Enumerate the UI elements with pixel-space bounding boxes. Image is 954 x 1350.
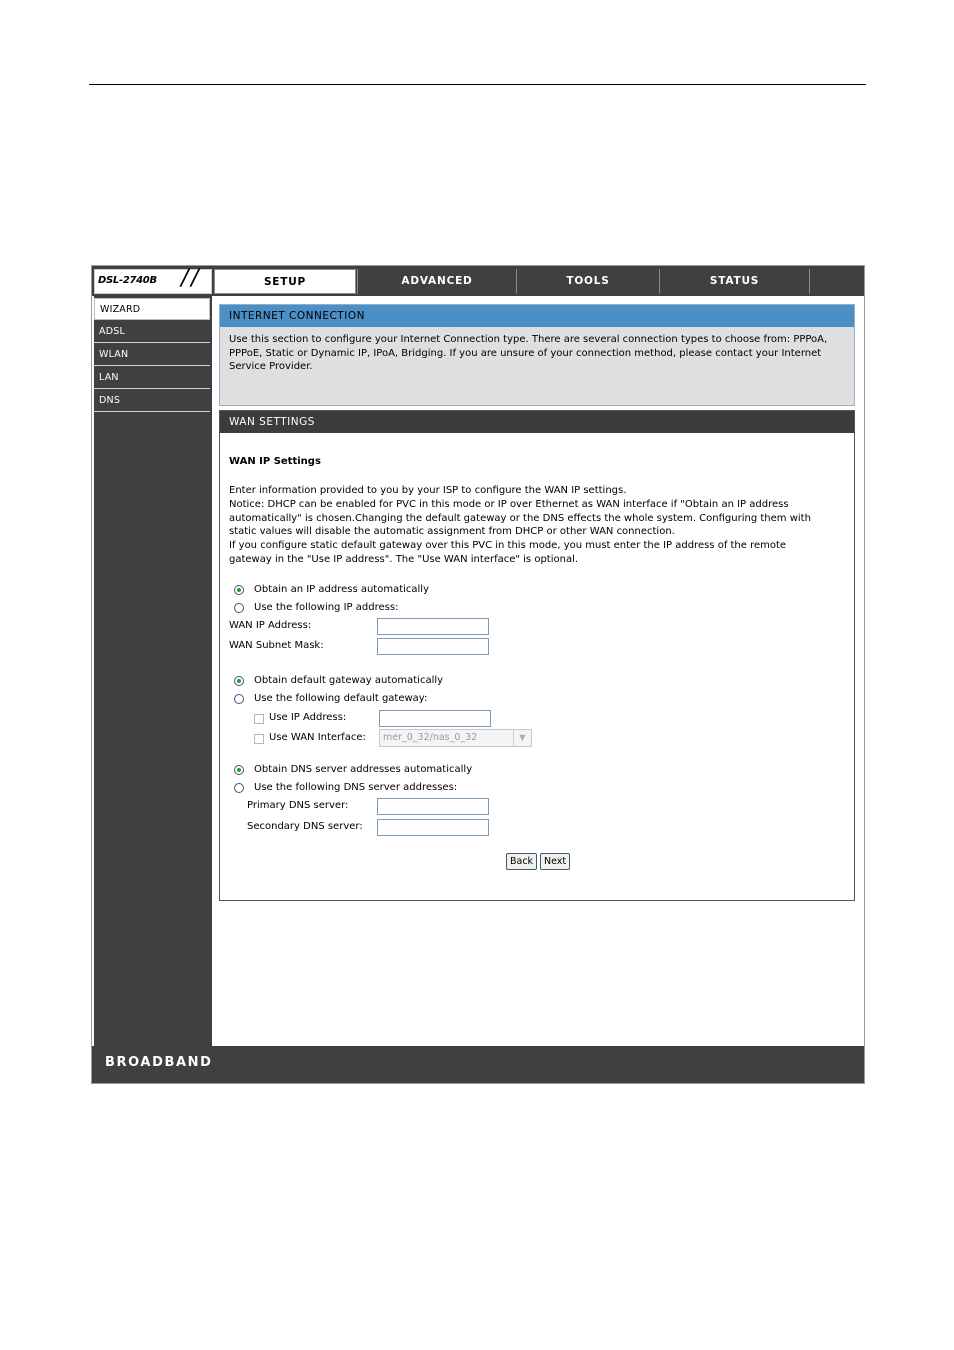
dns-auto-radio[interactable] [234,765,244,775]
logo-slash-icon: / [181,266,189,291]
sidebar-item-lan[interactable]: LAN [94,367,210,389]
secondary-dns-label: Secondary DNS server: [247,821,363,832]
use-ip-address-input[interactable] [379,710,491,727]
tab-advanced[interactable]: ADVANCED [357,269,516,294]
next-button[interactable]: Next [540,853,570,870]
logo-slash-icon: / [191,266,199,291]
tab-tools[interactable]: TOOLS [516,269,659,294]
use-ip-address-checkbox[interactable] [254,714,264,724]
gateway-auto-radio[interactable] [234,676,244,686]
wan-ip-address-input[interactable] [377,618,489,635]
gateway-manual-radio[interactable] [234,694,244,704]
product-model: DSL-2740B [98,275,157,286]
wan-gateway-note: If you configure static default gateway over this PVC in this mode, you must enter the IP address of the remote gateway in the "Use IP address". The "Use WAN interface" is optional. [229,540,787,565]
use-wan-interface-select[interactable] [379,729,532,747]
ip-manual-label: Use the following IP address: [254,602,399,613]
tab-status[interactable]: STATUS [659,269,809,294]
router-ui-frame [92,266,864,1083]
footer-bar [92,1046,864,1083]
wan-settings-title: WAN SETTINGS [220,411,854,433]
use-wan-interface-selected: mer_0_32/nas_0_32 [383,732,478,743]
primary-dns-label: Primary DNS server: [247,800,349,811]
wan-notice-text: Notice: DHCP can be enabled for PVC in this mode or IP over Ethernet as WAN interface if "Obtain an IP address automatically" is chosen.Changing the default gateway or the DNS effects the whole system. Configuring them with static values will disable the automatic assignment from DHCP or other WAN connection. [229,498,811,538]
internet-connection-title: INTERNET CONNECTION [220,305,854,327]
primary-dns-input[interactable] [377,798,489,815]
wan-settings-panel [219,410,855,901]
chevron-down-icon: ▼ [513,730,531,746]
ip-auto-radio[interactable] [234,585,244,595]
back-button[interactable]: Back [506,853,537,870]
wan-ip-settings-subtitle: WAN IP Settings [229,456,321,467]
sidebar-item-wlan[interactable]: WLAN [94,344,210,366]
wan-description-line: Enter information provided to you by your ISP to configure the WAN IP settings. [229,485,627,496]
use-wan-interface-checkbox[interactable] [254,734,264,744]
footer-brand: BROADBAND [105,1055,213,1070]
ip-manual-radio[interactable] [234,603,244,613]
tab-filler [809,269,864,294]
ip-auto-label: Obtain an IP address automatically [254,584,430,595]
wan-subnet-mask-label: WAN Subnet Mask: [229,640,324,651]
wan-description [229,484,829,567]
sidebar [94,296,212,1046]
tab-setup[interactable]: SETUP [214,269,356,294]
gateway-auto-label: Obtain default gateway automatically [254,675,444,686]
dns-manual-radio[interactable] [234,783,244,793]
internet-connection-text: Use this section to configure your Internet Connection type. There are several connection types to choose from: PPPoA, PPPoE, Static or Dynamic IP, IPoA, Bridging. If you are unsure of your connection method, please contact your Internet Service Provider. [229,334,828,373]
sidebar-item-adsl[interactable]: ADSL [94,321,210,343]
page-top-rule [89,84,866,85]
wan-ip-address-label: WAN IP Address: [229,620,312,631]
internet-connection-panel [219,304,855,406]
sidebar-item-dns[interactable]: DNS [94,390,210,412]
use-ip-address-label: Use IP Address: [269,712,347,723]
dns-manual-label: Use the following DNS server addresses: [254,782,458,793]
wan-subnet-mask-input[interactable] [377,638,489,655]
secondary-dns-input[interactable] [377,819,489,836]
dns-auto-label: Obtain DNS server addresses automatically [254,764,473,775]
product-logo [94,266,212,294]
top-nav-bar [92,266,864,296]
gateway-manual-label: Use the following default gateway: [254,693,428,704]
sidebar-item-wizard[interactable]: WIZARD [94,298,210,320]
use-wan-interface-label: Use WAN Interface: [269,732,366,743]
